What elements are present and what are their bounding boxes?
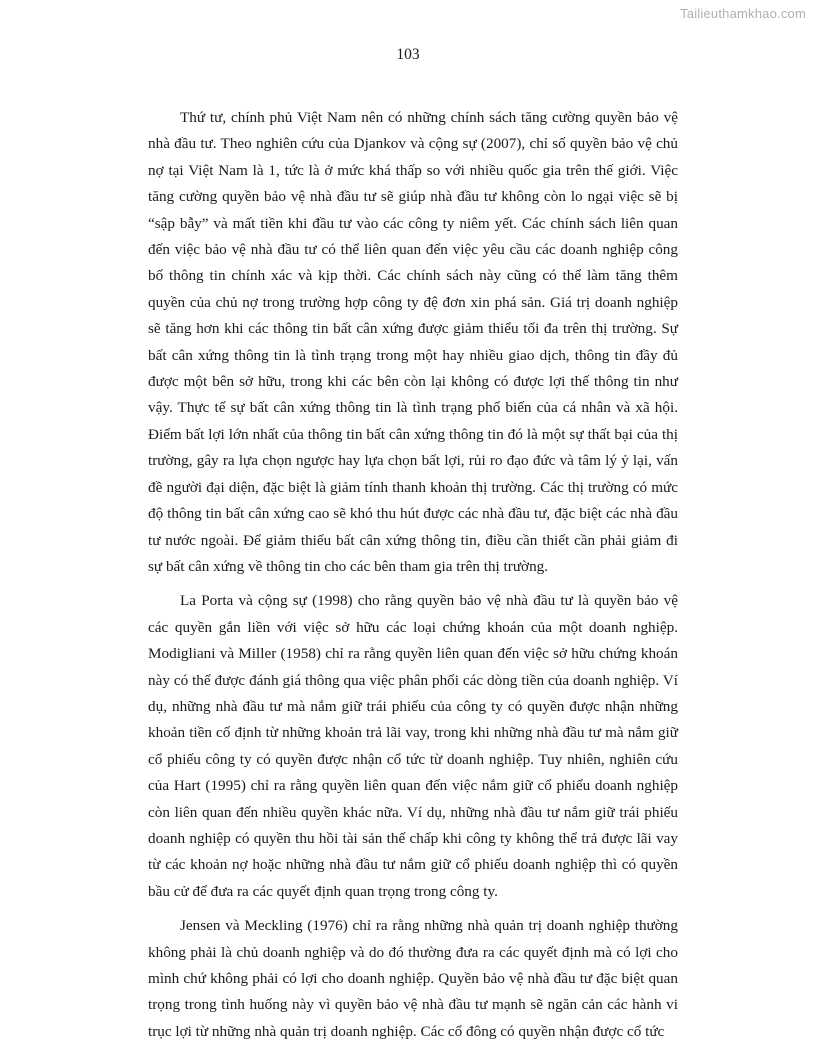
paragraph-3: Jensen và Meckling (1976) chỉ ra rằng những nhà quản trị doanh nghiệp thường không phải là chủ doanh nghiệp và do đó thường đưa ra các quyết định mà có lợi cho mình chứ không phải có lợi cho doanh nghiệp. Quyền bảo vệ nhà đầu tư đặc biệt quan trọng trong tình huống này vì quyền bảo vệ nhà đầu tư mạnh sẽ ngăn cản các hành vi trục lợi từ những nhà quản trị doanh nghiệp. Các cổ đông có quyền nhận được cổ tức	[148, 917, 678, 1040]
page-body	[148, 105, 678, 1053]
watermark-text: Tailieuthamkhao.com	[680, 6, 806, 21]
paragraph-1: Thứ tư, chính phủ Việt Nam nên có những chính sách tăng cường quyền bảo vệ nhà đầu tư. Theo nghiên cứu của Djankov và cộng sự (2007), chỉ số quyền bảo vệ chủ nợ tại Việt Nam là 1, tức là ở mức khá thấp so với nhiều quốc gia trên thế giới. Việc tăng cường quyền bảo vệ nhà đầu tư sẽ giúp nhà đầu tư không còn lo ngại việc sẽ bị “sập bẫy” và mất tiền khi đầu tư vào các công ty niêm yết. Các chính sách liên quan đến việc bảo vệ nhà đầu tư có thể liên quan đến việc yêu cầu các doanh nghiệp công bố thông tin chính xác và kịp thời. Các chính sách này cũng có thể làm tăng thêm quyền của chủ nợ trong trường hợp công ty đệ đơn xin phá sản. Giá trị doanh nghiệp sẽ tăng hơn khi các thông tin bất cân xứng được giảm thiểu tối đa trên thị trường. Sự bất cân xứng thông tin là tình trạng trong một hay nhiều giao dịch, thông tin đầy đủ được một bên sở hữu, trong khi các bên còn lại không có được lợi thế thông tin như vậy. Thực tế sự bất cân xứng thông tin là tình trạng phổ biến của cá nhân và xã hội. Điểm bất lợi lớn nhất của thông tin bất cân xứng thông tin đó là một sự thất bại của thị trường, gây ra lựa chọn ngược hay lựa chọn bất lợi, rủi ro đạo đức và tâm lý ỷ lại, vấn đề người đại diện, đặc biệt là giảm tính thanh khoản thị trường. Các thị trường có mức độ thông tin bất cân xứng cao sẽ khó thu hút được các nhà đầu tư, đặc biệt các nhà đầu tư nước ngoài. Để giảm thiểu bất cân xứng thông tin, điều cần thiết cần phải giảm đi sự bất cân xứng về thông tin cho các bên tham gia trên thị trường.	[148, 109, 678, 575]
page-number: 103	[396, 46, 420, 63]
paragraph-2: La Porta và cộng sự (1998) cho rằng quyền bảo vệ nhà đầu tư là quyền bảo vệ các quyền gắn liền với việc sở hữu các loại chứng khoán của một doanh nghiệp. Modigliani và Miller (1958) chỉ ra rằng quyền liên quan đến việc sở hữu chứng khoán này có thể được đánh giá thông qua việc phân phối các dòng tiền của doanh nghiệp. Ví dụ, những nhà đầu tư mà nắm giữ trái phiếu của công ty có quyền được nhận những khoản tiền cố định từ những khoản trả lãi vay, trong khi những nhà đầu tư mà nắm giữ cổ phiếu công ty có quyền được nhận cổ tức từ doanh nghiệp. Tuy nhiên, nghiên cứu của Hart (1995) chỉ ra rằng quyền liên quan đến việc nắm giữ cổ phiếu doanh nghiệp còn liên quan đến nhiều quyền khác nữa. Ví dụ, những nhà đầu tư nắm giữ trái phiếu doanh nghiệp có quyền thu hồi tài sản thế chấp khi công ty không thể trả được lãi vay từ các khoản nợ hoặc những nhà đầu tư nắm giữ cổ phiếu doanh nghiệp thì có quyền bầu cử để đưa ra các quyết định quan trọng trong công ty.	[148, 592, 678, 900]
